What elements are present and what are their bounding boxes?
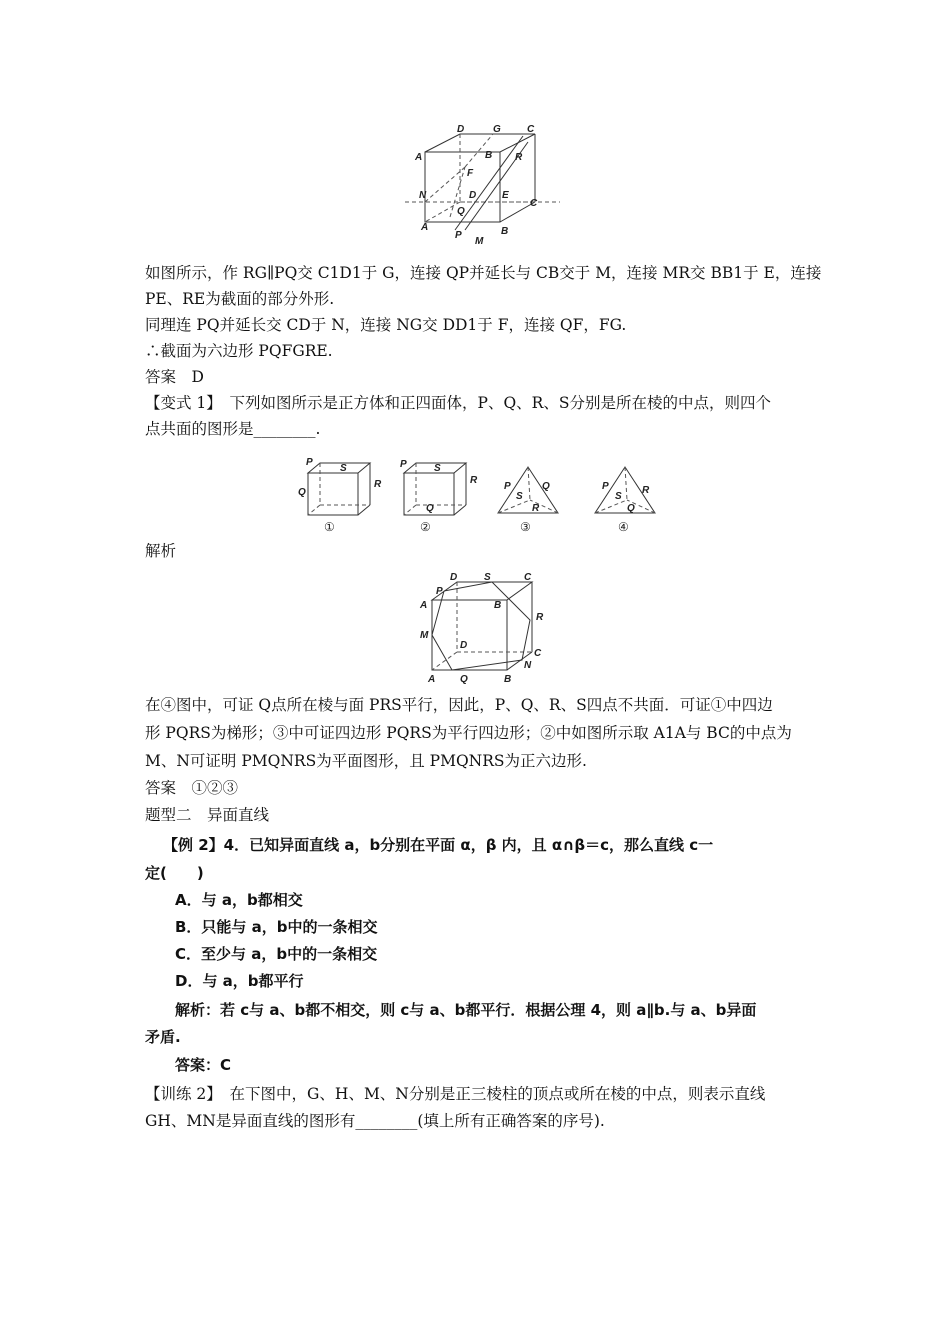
para1-answer: 答案 D bbox=[145, 368, 204, 386]
label-r: R bbox=[515, 152, 523, 163]
para1-line1: 如图所示，作 RG∥PQ交 C1D1于 G，连接 QP并延长与 CB交于 M，连接 MR交 BB1于 E，连接 bbox=[145, 264, 822, 282]
para1-line2: PE、RE为截面的部分外形. bbox=[145, 290, 335, 308]
label2-n: N bbox=[524, 660, 532, 671]
label-d1: D bbox=[457, 124, 465, 135]
label-f: F bbox=[467, 168, 474, 179]
example2-line1: 【例 2】4．已知异面直线 a，b分别在平面 α，β 内，且 α∩β＝c，那么直线 c一 bbox=[163, 836, 714, 854]
fig2-p: P bbox=[400, 459, 407, 470]
fig1-label: ① bbox=[324, 520, 335, 534]
label-d: D bbox=[469, 190, 477, 201]
solution-line2: 矛盾. bbox=[145, 1028, 181, 1046]
fig4-label: ④ bbox=[618, 520, 629, 534]
label-m: M bbox=[475, 236, 484, 247]
fig2-s: S bbox=[434, 463, 441, 474]
label-e: E bbox=[502, 190, 509, 201]
label2-q: Q bbox=[460, 674, 468, 685]
label2-m: M bbox=[420, 630, 429, 641]
cube-hexagon-figure bbox=[412, 570, 552, 685]
fig1-s: S bbox=[340, 463, 347, 474]
label2-r: R bbox=[536, 612, 544, 623]
label-g: G bbox=[493, 124, 501, 135]
para2-line3: M、N可证明 PMQNRS为平面图形，且 PMQNRS为正六边形. bbox=[145, 752, 587, 770]
fig3-q: Q bbox=[542, 481, 550, 492]
example2-answer: 答案：C bbox=[175, 1056, 232, 1074]
label-a1: A bbox=[415, 152, 423, 163]
para1-line4: ∴截面为六边形 PQFGRE. bbox=[145, 342, 333, 360]
label2-b1: B bbox=[494, 600, 502, 611]
para2-line2: 形 PQRS为梯形；③中可证四边形 PQRS为平行四边形；②中如图所示取 A1A与 BC的中点为 bbox=[145, 724, 792, 742]
fig4-r: R bbox=[642, 485, 650, 496]
fig1-r: R bbox=[374, 479, 382, 490]
variant1-line2: 点共面的图形是________. bbox=[145, 420, 321, 438]
fig1-q: Q bbox=[298, 487, 306, 498]
label-a: A bbox=[421, 222, 429, 233]
option-c: C．至少与 a，b中的一条相交 bbox=[175, 945, 378, 963]
training2-line2: GH、MN是异面直线的图形有________(填上所有正确答案的序号). bbox=[145, 1112, 605, 1130]
fig3-r: R bbox=[532, 503, 540, 514]
variant1-line1: 【变式 1】 下列如图所示是正方体和正四面体，P、Q、R、S分别是所在棱的中点，则四个 bbox=[145, 394, 771, 412]
label-q: Q bbox=[457, 206, 465, 217]
label2-d: D bbox=[460, 640, 468, 651]
fig1-p: P bbox=[306, 457, 313, 468]
label2-d1: D bbox=[450, 572, 458, 583]
solution-line1: 解析：若 c与 a、b都不相交，则 c与 a、b都平行．根据公理 4，则 a∥b.与 a、b异面 bbox=[175, 1001, 757, 1019]
label-b1: B bbox=[485, 150, 493, 161]
cube-section-figure bbox=[405, 122, 565, 247]
fig4-s: S bbox=[615, 491, 622, 502]
fig3-p: P bbox=[504, 481, 511, 492]
label-p: P bbox=[455, 230, 462, 241]
fig2-r: R bbox=[470, 475, 478, 486]
example2-line2: 定( ) bbox=[145, 864, 204, 882]
fig2-label: ② bbox=[420, 520, 431, 534]
label2-a1: A bbox=[420, 600, 428, 611]
label2-s: S bbox=[484, 572, 491, 583]
label-b: B bbox=[501, 226, 509, 237]
section2-title: 题型二 异面直线 bbox=[145, 806, 270, 824]
small-figures-row bbox=[290, 455, 670, 535]
para1-line3: 同理连 PQ并延长交 CD于 N，连接 NG交 DD1于 F，连接 QF，FG. bbox=[145, 316, 627, 334]
label-c: C bbox=[530, 198, 538, 209]
fig3-s: S bbox=[516, 491, 523, 502]
fig2-q: Q bbox=[426, 503, 434, 514]
label2-c: C bbox=[534, 648, 542, 659]
fig3-label: ③ bbox=[520, 520, 531, 534]
fig4-p: P bbox=[602, 481, 609, 492]
label2-p: P bbox=[436, 586, 443, 597]
option-b: B．只能与 a，b中的一条相交 bbox=[175, 918, 378, 936]
analysis-label: 解析 bbox=[145, 542, 177, 560]
option-a: A．与 a，b都相交 bbox=[175, 891, 303, 909]
fig4-q: Q bbox=[627, 503, 635, 514]
label2-b: B bbox=[504, 674, 512, 685]
label-n: N bbox=[419, 190, 427, 201]
label2-c1: C bbox=[524, 572, 532, 583]
para2-line1: 在④图中，可证 Q点所在棱与面 PRS平行，因此，P、Q、R、S四点不共面．可证①中四边 bbox=[145, 696, 773, 714]
training2-line1: 【训练 2】 在下图中，G、H、M、N分别是正三棱柱的顶点或所在棱的中点，则表示直线 bbox=[145, 1085, 766, 1103]
option-d: D．与 a，b都平行 bbox=[175, 972, 304, 990]
label2-a: A bbox=[428, 674, 436, 685]
label-c1: C bbox=[527, 124, 535, 135]
para2-answer: 答案 ①②③ bbox=[145, 779, 239, 797]
